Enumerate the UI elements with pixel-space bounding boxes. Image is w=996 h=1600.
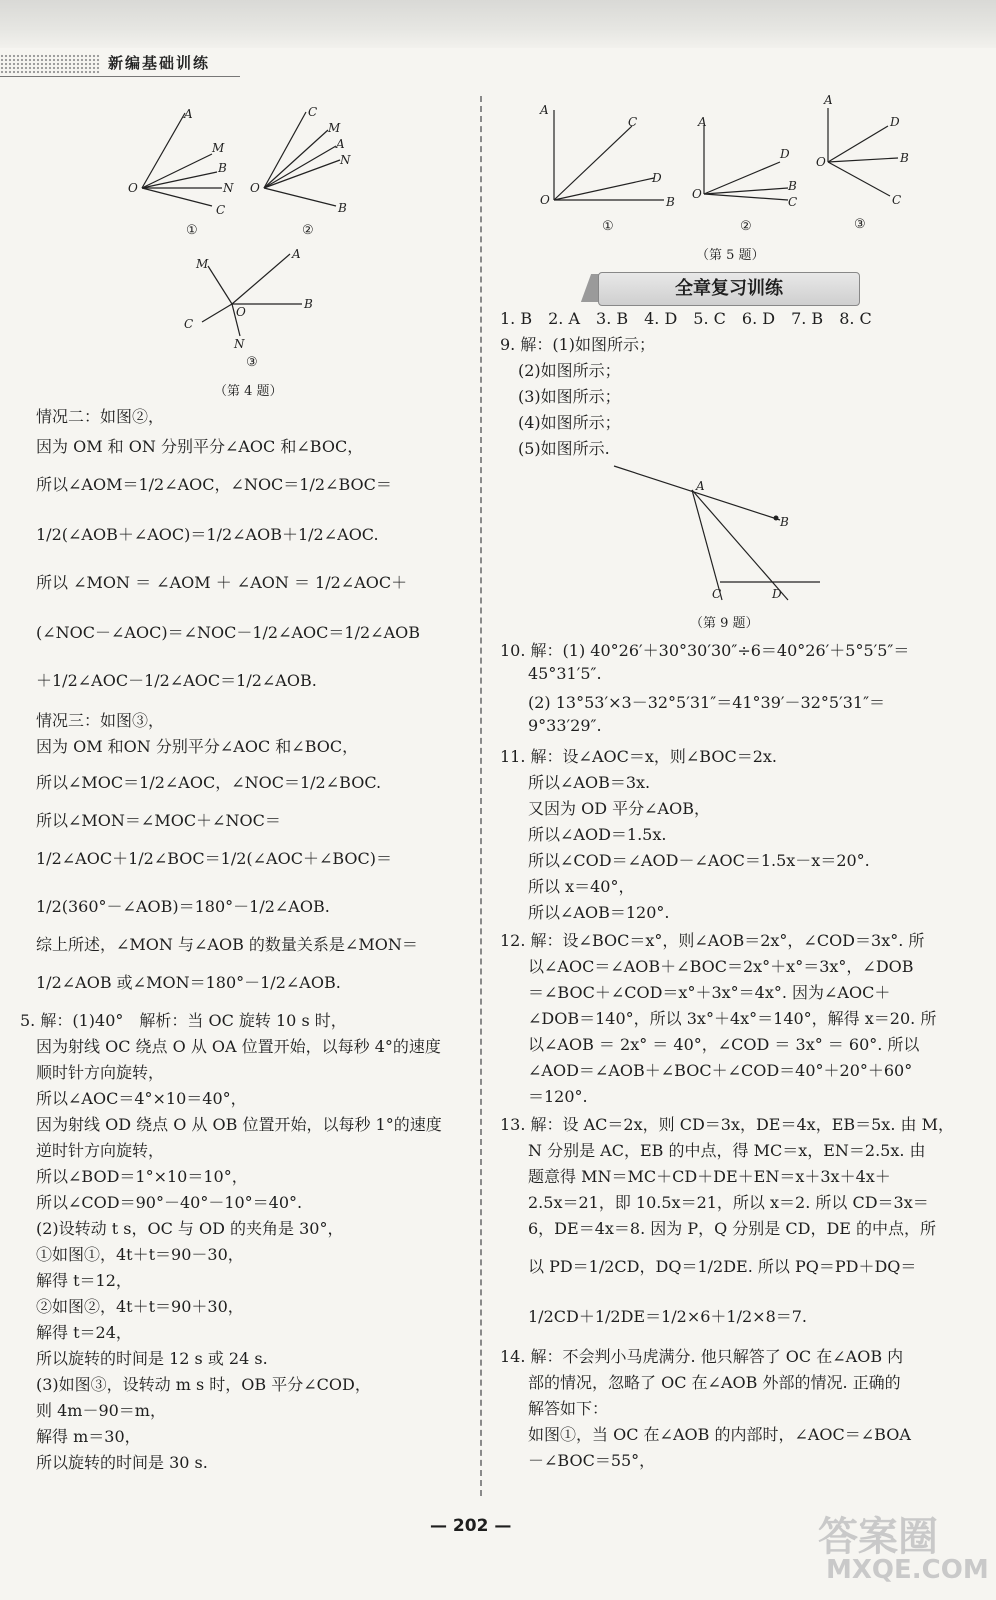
text-line: 部的情况，忽略了 OC 在∠AOB 外部的情况. 正确的 — [528, 1373, 901, 1392]
label-B: B — [900, 151, 909, 165]
label-D: D — [652, 171, 662, 185]
text-line: 所以∠COD＝90°－40°－10°＝40°. — [36, 1193, 303, 1212]
figure-5-diagram-1 — [536, 100, 686, 240]
text-line: 14. 解：不会判小马虎满分. 他只解答了 OC 在∠AOB 内 — [500, 1347, 904, 1366]
label-A: A — [696, 479, 705, 493]
header-band — [0, 0, 996, 48]
label-O: O — [540, 193, 550, 207]
text-line: ＋1/2∠AOC－1/2∠AOC＝1/2∠AOB. — [36, 671, 317, 690]
label-M: M — [328, 121, 341, 135]
text-line: 又因为 OD 平分∠AOB， — [528, 799, 710, 818]
label-D: D — [772, 587, 782, 601]
multiple-choice-answers: 1. B 2. A 3. B 4. D 5. C 6. D 7. B 8. C — [500, 309, 872, 328]
watermark-logo-text: 答案圈 — [818, 1514, 938, 1560]
circled-1: ① — [602, 219, 614, 234]
text-line: 5. 解：(1)40° 解析：当 OC 旋转 10 s 时， — [20, 1011, 347, 1030]
column-divider — [480, 96, 482, 1496]
text-line: (3)如图③，设转动 m s 时，OB 平分∠COD， — [36, 1375, 371, 1394]
text-line: 所以∠MOC＝1/2∠AOC，∠NOC＝1/2∠BOC. — [36, 773, 382, 792]
figure-5-caption: （第 5 题） — [696, 248, 765, 263]
text-line: 所以 ∠MON ＝ ∠AOM ＋ ∠AON ＝ 1/2∠AOC＋ — [36, 573, 408, 592]
label-N: N — [223, 181, 234, 195]
header-dot-pattern — [0, 54, 100, 74]
text-line: 1/2∠AOB 或∠MON＝180°－1/2∠AOB. — [36, 973, 341, 992]
figure-5-diagram-2 — [690, 110, 810, 240]
text-line: (2) 13°53′×3－32°5′31″＝41°39′－32°5′31″＝ — [528, 693, 886, 712]
label-A: A — [292, 247, 301, 261]
label-M: M — [196, 257, 209, 271]
text-line: 因为 OM 和 ON 分别平分∠AOC 和∠BOC， — [36, 437, 364, 456]
text-line: 1/2∠AOC＋1/2∠BOC＝1/2(∠AOC＋∠BOC)＝ — [36, 849, 393, 868]
label-C: C — [308, 105, 318, 119]
text-line: 所以∠AOB＝3x. — [528, 773, 651, 792]
label-B: B — [666, 195, 675, 209]
text-line: 以 PD＝1/2CD，DQ＝1/2DE. 所以 PQ＝PD＋DQ＝ — [528, 1257, 917, 1276]
label-B: B — [218, 161, 227, 175]
text-line: 1/2(∠AOB＋∠AOC)＝1/2∠AOB＋1/2∠AOC. — [36, 525, 379, 544]
text-line: 1/2(360°－∠AOB)＝180°－1/2∠AOB. — [36, 897, 330, 916]
text-line: 9. 解：(1)如图所示； — [500, 335, 656, 354]
text-line: 所以旋转的时间是 30 s. — [36, 1453, 208, 1472]
label-C: C — [892, 193, 902, 207]
text-line: 题意得 MN＝MC＋CD＋DE＋EN＝x＋3x＋4x＋ — [528, 1167, 891, 1186]
book-title: 新编基础训练 — [108, 54, 211, 72]
label-B: B — [338, 201, 347, 215]
label-A: A — [540, 103, 549, 117]
text-line: ＝120°. — [528, 1087, 588, 1106]
label-M: M — [212, 141, 225, 155]
text-line: (2)如图所示； — [518, 361, 621, 380]
figure-4-diagram-3 — [180, 248, 330, 372]
text-line: 所以旋转的时间是 12 s 或 24 s. — [36, 1349, 268, 1368]
label-N: N — [234, 337, 245, 351]
text-line: 解答如下： — [528, 1399, 609, 1418]
label-O: O — [128, 181, 138, 195]
text-line: (∠NOC－∠AOC)＝∠NOC－1/2∠AOC＝1/2∠AOB — [36, 623, 420, 642]
text-line: 情况二：如图②， — [36, 407, 165, 426]
circled-3: ③ — [854, 217, 866, 232]
text-line: 所以∠COD＝∠AOD－∠AOC＝1.5x－x＝20°. — [528, 851, 870, 870]
figure-9-caption: （第 9 题） — [690, 616, 759, 631]
label-A: A — [698, 115, 707, 129]
text-line: 因为 OM 和ON 分别平分∠AOC 和∠BOC， — [36, 737, 359, 756]
circled-1: ① — [186, 223, 198, 238]
text-line: 以∠AOC＝∠AOB＋∠BOC＝2x°＋x°＝3x°，∠DOB — [528, 957, 914, 976]
text-line: ①如图①，4t＋t＝90－30， — [36, 1245, 244, 1264]
label-B: B — [304, 297, 313, 311]
circled-3: ③ — [246, 355, 258, 370]
text-line: 顺时针方向旋转， — [36, 1063, 165, 1082]
text-line: 所以 x＝40°， — [528, 877, 635, 896]
text-line: 因为射线 OD 绕点 O 从 OB 位置开始，以每秒 1°的速度 — [36, 1115, 442, 1134]
text-line: (4)如图所示； — [518, 413, 621, 432]
text-line: 情况三：如图③， — [36, 711, 165, 730]
text-line: 如图①，当 OC 在∠AOB 的内部时，∠AOC＝∠BOA — [528, 1425, 911, 1444]
text-line: 45°31′5″. — [528, 664, 602, 683]
text-line: ②如图②，4t＋t＝90＋30， — [36, 1297, 244, 1316]
text-line: ∠DOB＝140°，所以 3x°＋4x°＝140°，解得 x＝20. 所 — [528, 1009, 937, 1028]
label-N: N — [340, 153, 351, 167]
label-B: B — [780, 515, 789, 529]
label-D: D — [890, 115, 900, 129]
text-line: 11. 解：设∠AOC＝x，则∠BOC＝2x. — [500, 747, 777, 766]
header-rule — [0, 76, 240, 77]
text-line: 12. 解：设∠BOC＝x°，则∠AOB＝2x°，∠COD＝3x°. 所 — [500, 931, 925, 950]
text-line: 1/2CD＋1/2DE＝1/2×6＋1/2×8＝7. — [528, 1307, 808, 1326]
text-line: N 分别是 AC，EB 的中点，得 MC＝x，EN＝2.5x. 由 — [528, 1141, 926, 1160]
text-line: 6，DE＝4x＝8. 因为 P，Q 分别是 CD，DE 的中点，所 — [528, 1219, 937, 1238]
label-C: C — [788, 195, 798, 209]
circled-2: ② — [302, 223, 314, 238]
text-line: －∠BOC＝55°， — [528, 1451, 656, 1470]
figure-4-caption: （第 4 题） — [214, 384, 283, 399]
watermark — [810, 1505, 989, 1595]
text-line: 所以∠BOD＝1°×10＝10°， — [36, 1167, 248, 1186]
page-number: — 202 — — [430, 1516, 512, 1536]
text-line: 因为射线 OC 绕点 O 从 OA 位置开始，以每秒 4°的速度 — [36, 1037, 441, 1056]
watermark-url: MXQE.COM — [826, 1555, 989, 1585]
label-C: C — [184, 317, 194, 331]
text-line: (5)如图所示. — [518, 439, 610, 458]
text-line: 逆时针方向旋转， — [36, 1141, 165, 1160]
section-title: 全章复习训练 — [598, 272, 860, 306]
label-B: B — [788, 179, 797, 193]
label-O: O — [692, 187, 702, 201]
label-A: A — [824, 93, 833, 107]
text-line: (3)如图所示； — [518, 387, 621, 406]
text-line: 解得 m＝30， — [36, 1427, 141, 1446]
text-line: 所以∠AOB＝120°. — [528, 903, 670, 922]
text-line: 10. 解：(1) 40°26′＋30°30′30″÷6＝40°26′＋5°5′5″＝ — [500, 641, 910, 660]
text-line: 13. 解：设 AC＝2x，则 CD＝3x，DE＝4x，EB＝5x. 由 M， — [500, 1115, 954, 1134]
label-C: C — [712, 587, 722, 601]
label-C: C — [216, 203, 226, 217]
text-line: ＝∠BOC＋∠COD＝x°＋3x°＝4x°. 因为∠AOC＋ — [528, 983, 891, 1002]
text-line: 解得 t＝24， — [36, 1323, 132, 1342]
figure-5-diagram-3 — [814, 92, 924, 232]
label-O: O — [236, 305, 246, 319]
label-C: C — [628, 115, 638, 129]
text-line: 2.5x＝21，即 10.5x＝21，所以 x＝2. 所以 CD＝3x＝ — [528, 1193, 929, 1212]
label-D: D — [780, 147, 790, 161]
text-line: 所以∠MON＝∠MOC＋∠NOC＝ — [36, 811, 281, 830]
text-line: (2)设转动 t s，OC 与 OD 的夹角是 30°， — [36, 1219, 344, 1238]
circled-2: ② — [740, 219, 752, 234]
text-line: 以∠AOB ＝ 2x° ＝ 40°，∠COD ＝ 3x° ＝ 60°. 所以 — [528, 1035, 920, 1054]
text-line: 所以∠AOM＝1/2∠AOC，∠NOC＝1/2∠BOC＝ — [36, 475, 392, 494]
figure-4-diagram-2 — [248, 100, 368, 240]
text-line: 解得 t＝12， — [36, 1271, 132, 1290]
text-line: 9°33′29″. — [528, 716, 602, 735]
text-line: 综上所述，∠MON 与∠AOB 的数量关系是∠MON＝ — [36, 935, 418, 954]
text-line: ∠AOD＝∠AOB＋∠BOC＋∠COD＝40°＋20°＋60° — [528, 1061, 913, 1080]
text-line: 所以∠AOC＝4°×10＝40°， — [36, 1089, 247, 1108]
label-O: O — [816, 155, 826, 169]
label-A: A — [336, 137, 345, 151]
figure-9-diagram — [600, 460, 840, 610]
text-line: 则 4m－90＝m， — [36, 1401, 166, 1420]
figure-4-diagram-1 — [120, 108, 250, 238]
text-line: 所以∠AOD＝1.5x. — [528, 825, 667, 844]
label-A: A — [184, 107, 193, 121]
label-O: O — [250, 181, 260, 195]
